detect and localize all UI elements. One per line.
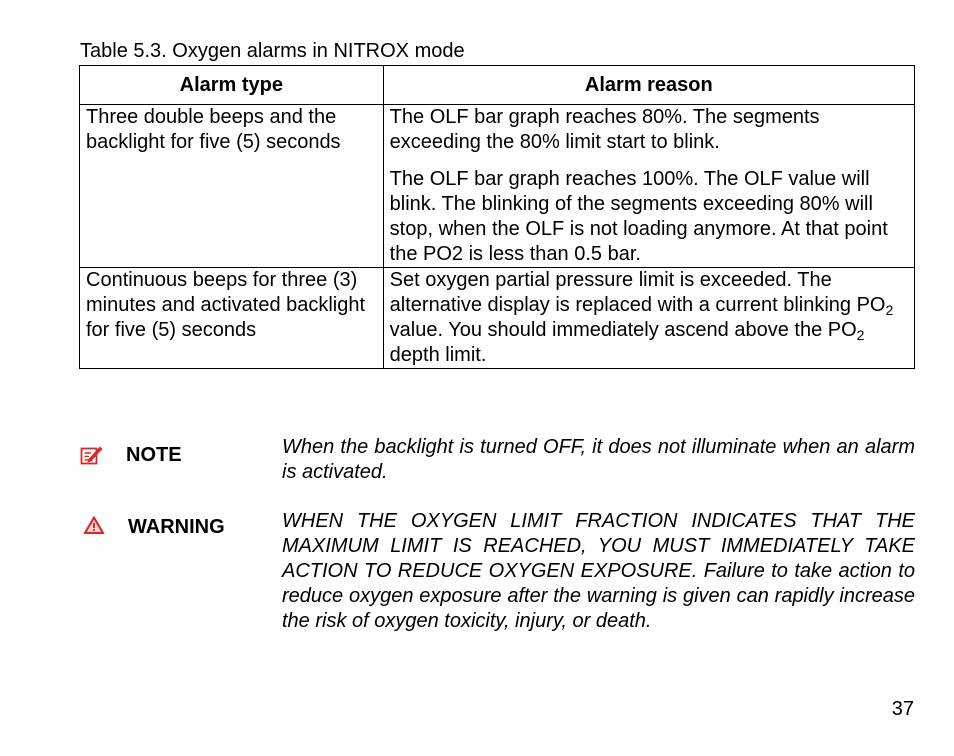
alarm-type-cell [80, 268, 384, 369]
table-row [80, 268, 915, 369]
note-label: NOTE [126, 444, 182, 466]
alarm-reason-cell [383, 268, 914, 369]
alarm-reason-text: The OLF bar graph reaches 100%. The OLF value will blink. The blinking of the segments exceeding 80% will stop, when the OLF is not loading anymore. At that point the PO2 is less than 0.5 bar. [389, 168, 888, 265]
note-pencil-icon [80, 444, 104, 471]
page-number: 37 [891, 698, 914, 720]
alarm-reason-cell [383, 105, 914, 268]
table-row [80, 105, 915, 268]
column-header-alarm-reason: Alarm reason [383, 66, 914, 105]
subscript: 2 [856, 327, 865, 343]
alarm-type-text: Continuous beeps for three (3) minutes and activated backlight for five (5) seconds [86, 269, 366, 341]
alarm-type-text: Three double beeps and the backlight for five (5) seconds [86, 106, 341, 153]
oxygen-alarms-table [79, 65, 915, 369]
table-header-row [80, 66, 915, 105]
subscript: 2 [885, 302, 894, 318]
warning-label: WARNING [128, 516, 225, 538]
reason-text-part: value. You should immediately ascend above the PO [389, 319, 857, 341]
column-header-alarm-type: Alarm type [80, 66, 384, 105]
table-caption: Table 5.3. Oxygen alarms in NITROX mode [80, 40, 465, 62]
warning-text: WHEN THE OXYGEN LIMIT FRACTION INDICATES THAT THE MAXIMUM LIMIT IS REACHED, YOU MUST IMMEDIATELY TAKE ACTION TO REDUCE OXYGEN EXPOSURE. Failure to take action to reduce oxygen exposure after the warning is given can rapidly increase the risk of oxygen toxicity, injury, or death. [282, 510, 915, 632]
warning-triangle-icon [83, 515, 105, 540]
alarm-reason-text: The OLF bar graph reaches 80%. The segments exceeding the 80% limit start to blink. [389, 106, 820, 153]
alarm-type-cell [80, 105, 384, 268]
reason-text-part: Set oxygen partial pressure limit is exceeded. The alternative display is replaced with a current blinking PO [389, 269, 886, 316]
alarm-reason-text [390, 268, 910, 368]
note-text: When the backlight is turned OFF, it does not illuminate when an alarm is activated. [282, 436, 915, 483]
reason-text-part: depth limit. [389, 344, 487, 366]
